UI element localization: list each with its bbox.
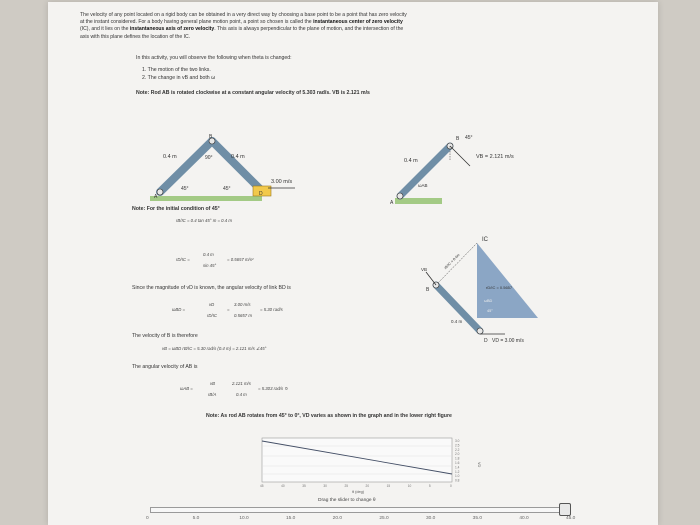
- rod-ab: [400, 146, 450, 196]
- graph-x-tick-label: 35: [302, 484, 306, 488]
- rdic-lhs: rD/IC =: [176, 257, 190, 262]
- slider-tick-label: 0: [146, 516, 149, 521]
- slider-tick-label: 25.0: [379, 516, 389, 521]
- intro-term-axis: instantaneous axis of zero velocity: [129, 26, 215, 33]
- graph-x-tick-label: 30: [323, 484, 327, 488]
- wbd-equals: =: [227, 307, 230, 312]
- ic-label-b: B: [426, 287, 430, 293]
- wbd-lhs: ωBD =: [172, 307, 186, 312]
- graph-y-tick-label: 2.0: [455, 452, 460, 457]
- slider-tick-label: 15.0: [286, 516, 296, 521]
- wab-numerator-1: vB: [210, 381, 216, 386]
- intro-line-4: axis with this plane defines the location of the IC.: [80, 33, 191, 40]
- right-ground: [395, 198, 442, 204]
- rbic-equation: rB/IC = 0.4 tan 45° m = 0.4 m: [176, 218, 232, 223]
- graph-x-tick-label: 40: [281, 484, 285, 488]
- right-len: 0.4 m: [404, 158, 418, 164]
- graph-x-tick-label: 15: [386, 484, 391, 488]
- ic-len: 0.4 m: [451, 319, 463, 324]
- ic-omega: ωBD: [484, 299, 493, 303]
- ic-label: IC: [482, 237, 488, 243]
- graph-frame: [262, 438, 452, 482]
- since-text: Since the magnitude of vD is known, the angular velocity of link BD is: [132, 285, 291, 291]
- pin-a: [157, 189, 163, 195]
- ic-pin-d: [477, 328, 483, 334]
- rdic-denominator: sin 45°: [203, 263, 217, 268]
- intro-line-3: (IC), and it lies on the: [80, 26, 129, 33]
- rbic-line: [436, 243, 477, 285]
- wab-denominator-2: 0.4 m: [236, 392, 247, 397]
- angular-ab-text: The angular velocity of AB is: [132, 364, 198, 370]
- activity-intro: In this activity, you will observe the following when theta is changed:: [136, 55, 292, 61]
- right-label-b: B: [456, 136, 460, 142]
- activity-item-2: 2. The change in vB and both ω: [142, 75, 216, 81]
- graph-y-tick-label: 2.5: [455, 443, 460, 448]
- graph-y-tick-label: 1.6: [455, 461, 460, 465]
- right-pin-a: [397, 193, 403, 199]
- graph-x-tick-label: 0: [450, 484, 452, 488]
- wbd-rhs: = 5.30 rad/s: [260, 307, 283, 312]
- graph-x-tick-label: 20: [365, 484, 370, 488]
- intro-line-3-rest: . This axis is always perpendicular to the plane of motion, and the intersection of the: [214, 26, 404, 33]
- graph-x-tick-label: 25: [344, 484, 348, 488]
- vd-graph: [260, 438, 481, 503]
- ic-vb: VB: [421, 267, 428, 272]
- wbd-denominator-2: 0.5657 m: [234, 313, 252, 318]
- ic-label-d: D: [484, 338, 488, 344]
- wbd-numerator-2: 3.00 m/s: [234, 302, 251, 307]
- left-label-b: B: [209, 134, 213, 140]
- graph-y-tick-label: 0.8: [455, 478, 460, 483]
- ic-triangle: [477, 243, 538, 318]
- activity-item-1: 1. The motion of the two links.: [142, 67, 211, 73]
- intro-term-ic: instantaneous center of zero velocity: [313, 19, 403, 26]
- graph-x-ticks: [260, 484, 452, 488]
- slider-tick-label: 20.0: [332, 516, 342, 521]
- wab-numerator-2: 2.121 m/s: [232, 381, 251, 386]
- right-angle: 45°: [465, 135, 473, 141]
- ic-vd: VD = 3.00 m/s: [492, 338, 524, 344]
- graph-ylabel: VD: [477, 462, 481, 468]
- wab-lhs: ωAB =: [180, 386, 193, 391]
- graph-y-tick-label: 3.0: [455, 439, 460, 443]
- rdic-label: rD/IC = 0.5657: [486, 285, 513, 290]
- right-vb: VB = 2.121 m/s: [476, 154, 514, 160]
- link-ab: [160, 141, 212, 192]
- graph-note: Note: As rod AB rotates from 45° to 0°, VD varies as shown in the graph and in the lower right figure: [206, 413, 452, 419]
- graph-x-tick-label: 10: [407, 484, 412, 488]
- graph-y-tick-label: 1.8: [455, 456, 460, 461]
- graph-x-tick-label: 5: [428, 484, 431, 488]
- ic-angle: 45°: [487, 309, 493, 313]
- slider-tick-label: 5.0: [192, 516, 200, 521]
- velocity-b-text: The velocity of B is therefore: [132, 333, 198, 339]
- left-len-bd: 0.4 m: [231, 154, 245, 160]
- right-omega: ωAB: [418, 183, 428, 188]
- left-ground: [150, 196, 262, 201]
- slider-tick-label: 45.0: [566, 516, 576, 521]
- wbd-numerator-1: vD: [209, 302, 215, 307]
- graph-y-tick-label: 1.2: [455, 469, 460, 474]
- drag-slider-label: Drag the slider to change θ: [318, 498, 376, 503]
- slider-tick-label: 30.0: [426, 516, 436, 521]
- right-label-a: A: [390, 200, 394, 206]
- rdic-rhs: = 0.5657 m/s²: [227, 257, 254, 262]
- left-linkage-diagram: [150, 134, 295, 201]
- rdic-numerator: 0.4 m: [203, 252, 214, 257]
- rbic-label: rB/IC = 0.4m: [443, 252, 461, 271]
- activity-note: Note: Rod AB is rotated clockwise at a constant angular velocity of 5.303 rad/s. VB is 2.121 m/s: [136, 90, 370, 96]
- intro-line-2: at the instant considered. For a body having general plane motion point, a point so chosen is called the: [80, 19, 312, 26]
- vb-arrow: [450, 146, 470, 166]
- ic-diagram: [421, 237, 538, 344]
- left-label-d: D: [259, 191, 263, 197]
- graph-y-tick-label: 2.2: [455, 447, 460, 452]
- intro-line-1: The velocity of any point located on a rigid body can be obtained in a very direct way by choosing a base point to be a point that has zero velocity: [80, 12, 407, 18]
- angle-right: 45°: [223, 186, 231, 192]
- graph-y-tick-label: 1.0: [455, 474, 460, 479]
- wab-denominator-1: rB/A: [208, 392, 217, 397]
- angle-top: 90°: [205, 155, 213, 161]
- graph-y-tick-label: 1.4: [455, 465, 460, 470]
- slider-tick-label: 40.0: [519, 516, 529, 521]
- ic-vb-arrow: [426, 272, 436, 285]
- slider-tick-label: 10.0: [239, 516, 249, 521]
- ic-link-bd: [436, 285, 480, 331]
- wbd-denominator-1: rD/IC: [207, 313, 218, 318]
- left-label-a: A: [154, 194, 158, 200]
- left-vd: 3.00 m/s: [271, 179, 293, 185]
- slider-tick-label: 35.0: [472, 516, 482, 521]
- note-initial: Note: For the initial condition of 45°: [132, 206, 220, 212]
- wab-rhs: = 5.303 rad/s ↻: [258, 386, 288, 391]
- angle-left: 45°: [181, 186, 189, 192]
- link-bd: [212, 141, 261, 190]
- theta-slider-track[interactable]: [150, 507, 570, 513]
- theta-slider-thumb[interactable]: [559, 503, 571, 516]
- graph-y-ticks: [455, 439, 460, 483]
- graph-x-tick-label: 45: [260, 484, 264, 488]
- vb-equation: vB = ωBD rB/IC = 5.30 rad/s (0.4 m) = 2.121 m/s ∠45°: [162, 346, 267, 351]
- left-len-ab: 0.4 m: [163, 154, 177, 160]
- graph-xlabel: θ (deg): [352, 490, 365, 494]
- right-rod-diagram: [390, 135, 514, 206]
